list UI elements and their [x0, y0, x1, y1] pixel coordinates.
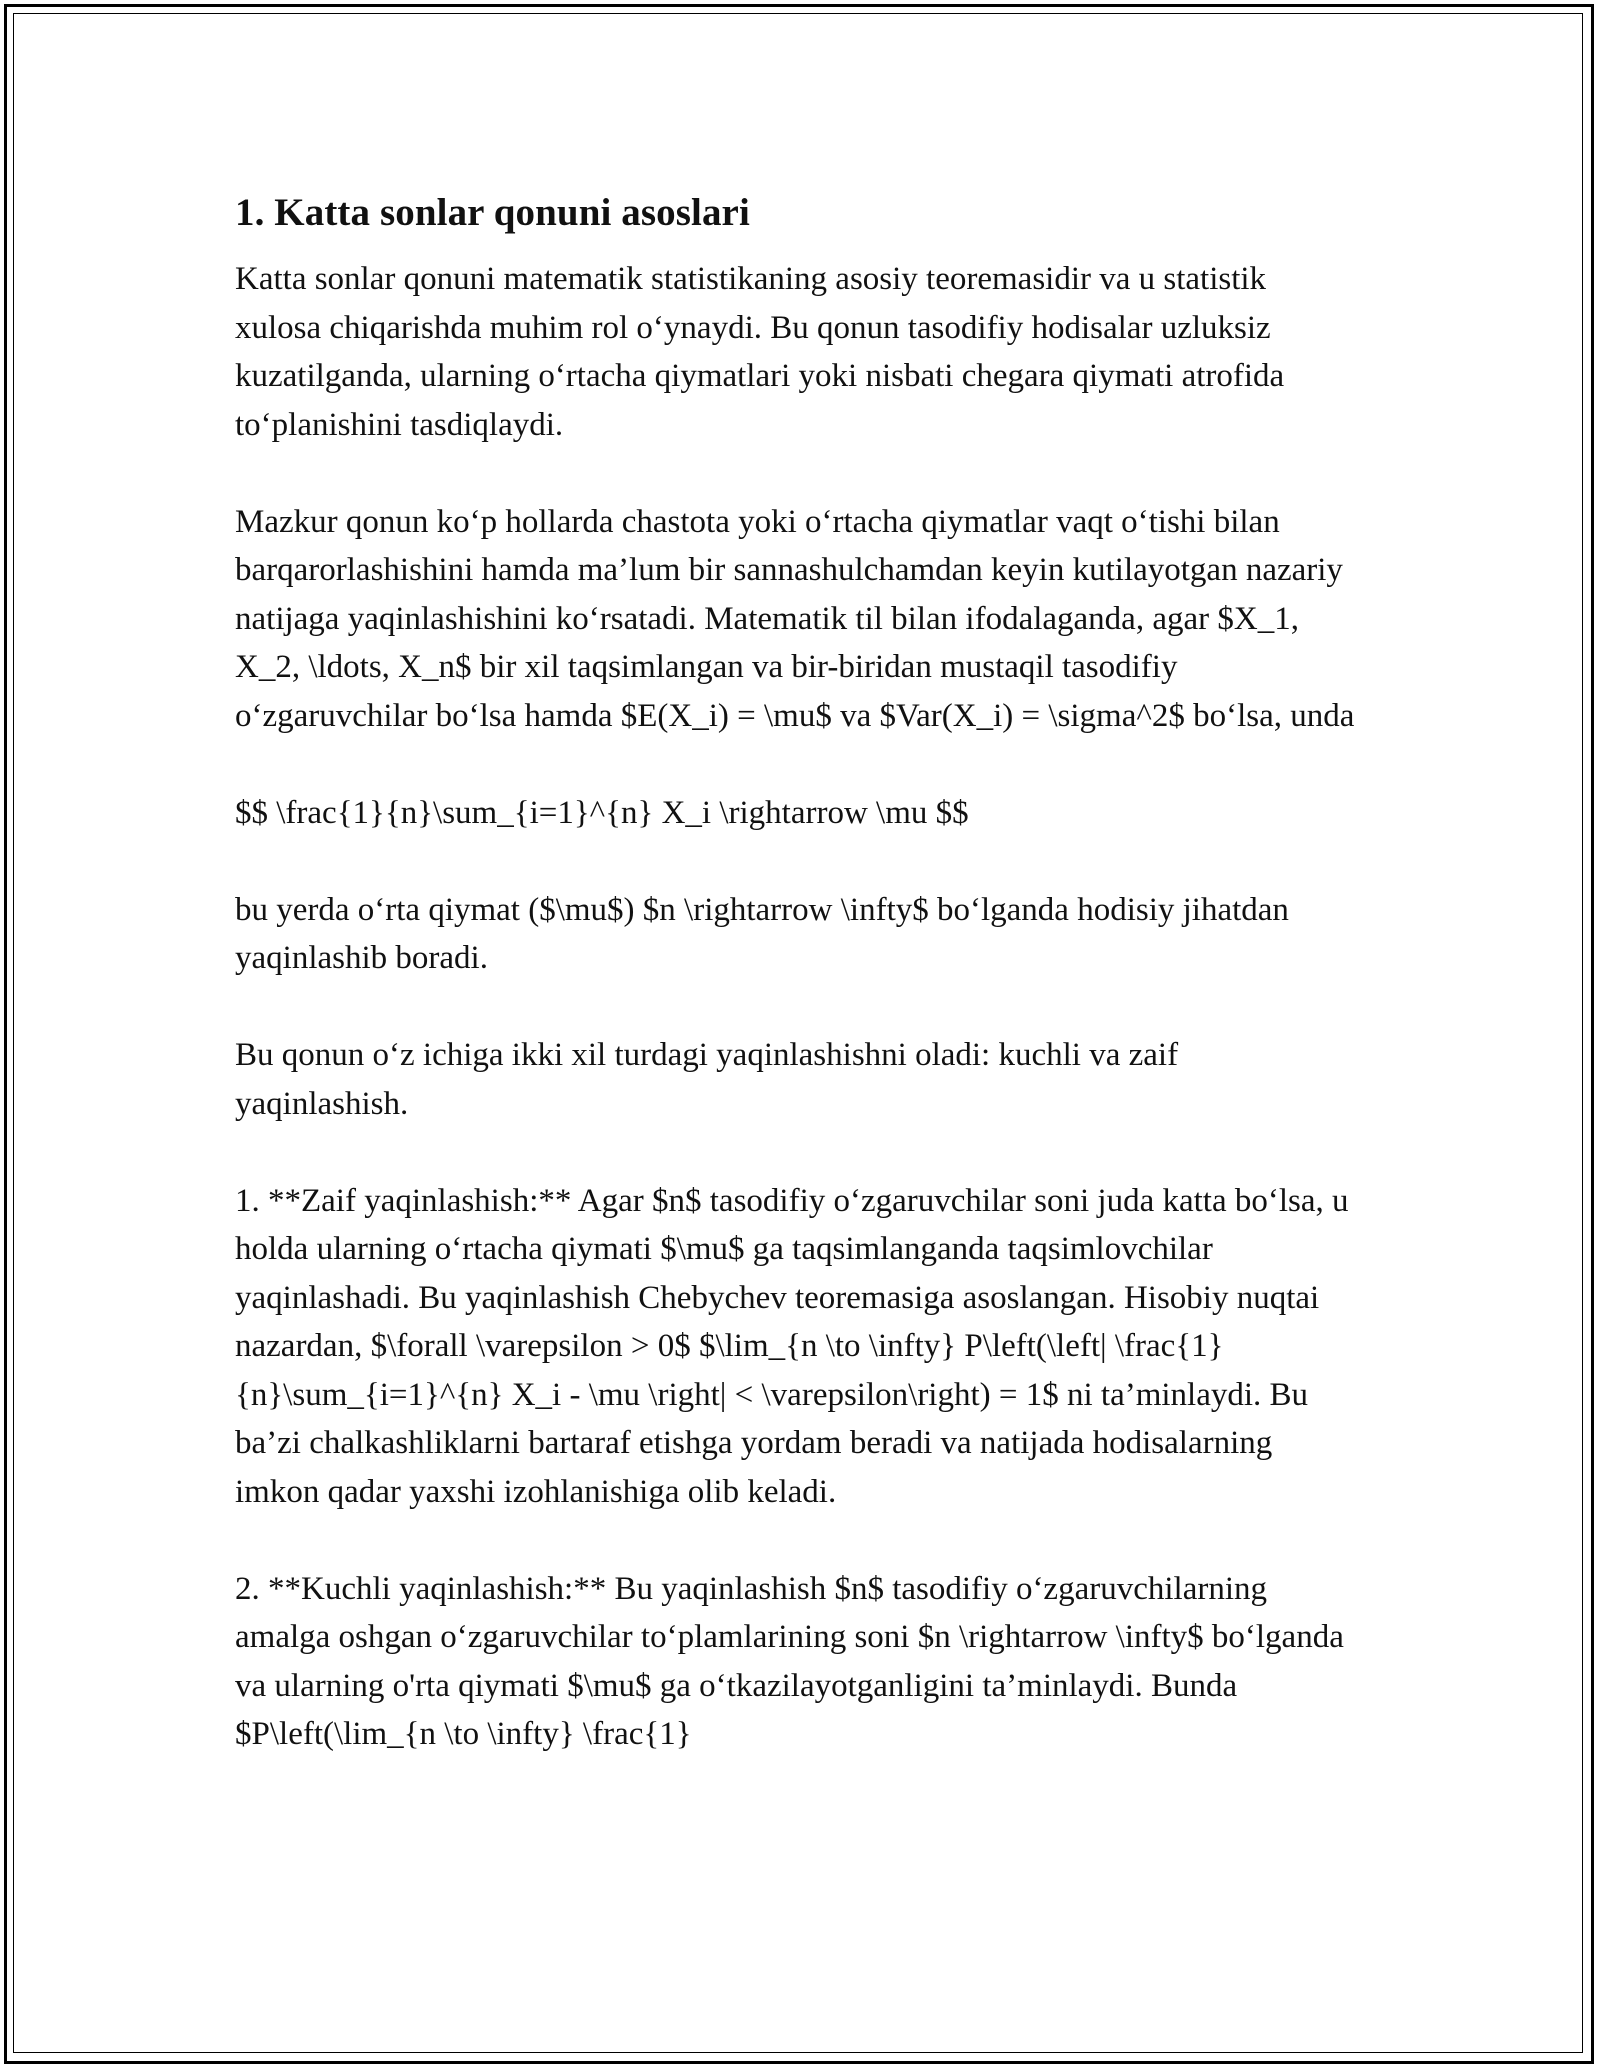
paragraph-intro: Katta sonlar qonuni matematik statistikaning asosiy teoremasidir va u statistik xulosa chiqarishda muhim rol o‘ynaydi. Bu qonun tasodifiy hodisalar uzluksiz kuzatilganda, ularning o‘rtacha qiymatlari yoki nisbati chegara qiymati atrofida to‘planishini tasdiqlaydi. [235, 261, 1285, 443]
section-heading: 1. Katta sonlar qonuni asoslari [235, 191, 750, 234]
formula-line: $$ \frac{1}{n}\sum_{i=1}^{n} X_i \rightarrow \mu $$ [235, 794, 969, 831]
paragraph-explanation: bu yerda o‘rta qiymat ($\mu$) $n \rightarrow \infty$ bo‘lganda hodisiy jihatdan yaqinlashib boradi. [235, 891, 1289, 976]
list-item-weak-convergence: 1. **Zaif yaqinlashish:** Agar $n$ tasodifiy o‘zgaruvchilar soni juda katta bo‘lsa, u holda ularning o‘rtacha qiymati $\mu$ ga taqsimlanganda taqsimlovchilar yaqinlashadi. Bu yaqinlashish Chebychev teoremasiga asoslangan. Hisobiy nuqtai nazardan, $\forall \varepsilon > 0$ $\lim_{n \to \infty} P\left(\left| \frac{1}{n}\sum_{i=1}^{n} X_i - \mu \right| < \varepsilon\right) = 1$ ni ta’minlaydi. Bu ba’zi chalkashliklarni bartaraf etishga yordam beradi va natijada hodisalarning imkon qadar yaxshi izohlanishiga olib keladi. [235, 1182, 1349, 1510]
list-item-strong-convergence: 2. **Kuchli yaqinlashish:** Bu yaqinlashish $n$ tasodifiy o‘zgaruvchilarning amalga oshgan o‘zgaruvchilar to‘plamlarining soni $n \rightarrow \infty$ bo‘lganda va ularning o'rta qiymati $\mu$ ga o‘tkazilayotganligini ta’minlaydi. Bunda $P\left(\lim_{n \to \infty} \frac{1} [235, 1570, 1344, 1752]
paragraph-types: Bu qonun o‘z ichiga ikki xil turdagi yaqinlashishni oladi: kuchli va zaif yaqinlashish. [235, 1037, 1179, 1122]
document-body [235, 185, 1355, 1807]
paragraph-definition: Mazkur qonun ko‘p hollarda chastota yoki o‘rtacha qiymatlar vaqt o‘tishi bilan barqarorlashishini hamda ma’lum bir sannashulchamdan keyin kutilayotgan nazariy natijaga yaqinlashishini ko‘rsatadi. Matematik til bilan ifodalaganda, agar $X_1, X_2, \ldots, X_n$ bir xil taqsimlangan va bir-biridan mustaqil tasodifiy o‘zgaruvchilar bo‘lsa hamda $E(X_i) = \mu$ va $Var(X_i) = \sigma^2$ bo‘lsa, unda [235, 503, 1355, 734]
